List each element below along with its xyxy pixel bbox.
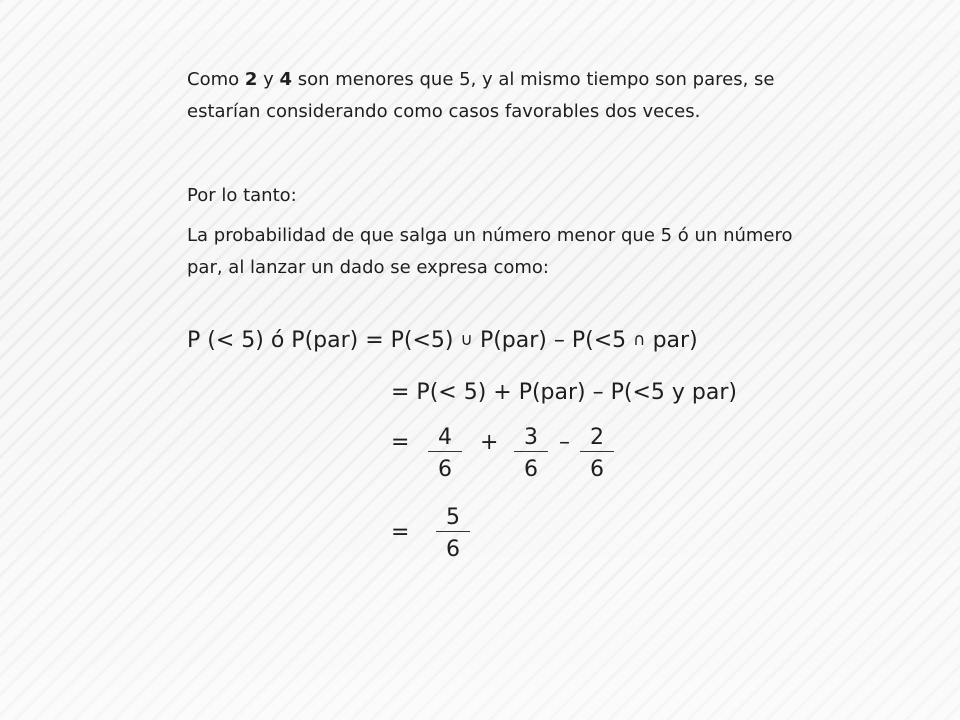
equation-expanded: = P(< 5) + P(par) – P(<5 y par) — [391, 380, 737, 405]
fraction-4-6 — [428, 424, 462, 484]
equation-union — [187, 328, 698, 353]
paragraph-text: y — [257, 69, 280, 90]
fraction-3-6 — [514, 424, 548, 484]
minus-sign: – — [559, 430, 570, 455]
denominator: 6 — [446, 537, 460, 562]
denominator: 6 — [438, 457, 452, 482]
paragraph-probability-statement: La probabilidad de que salga un número menor que 5 ó un número par, al lanzar un dado se expresa como: — [187, 225, 793, 278]
bold-number-2: 2 — [244, 69, 258, 90]
equation-text: par) — [645, 328, 698, 353]
equals-sign: = — [391, 520, 410, 545]
denominator: 6 — [524, 457, 538, 482]
equation-text: P(par) – P(<5 — [472, 328, 634, 353]
equation-text: P (< 5) ó P(par) = P(<5) — [187, 328, 461, 353]
equals-sign: = — [391, 430, 410, 455]
fraction-2-6 — [580, 424, 614, 484]
fraction-5-6 — [436, 504, 470, 564]
numerator: 2 — [580, 424, 614, 452]
bold-number-4: 4 — [279, 69, 293, 90]
denominator: 6 — [590, 457, 604, 482]
numerator: 4 — [428, 424, 462, 452]
paragraph-text: son menores que 5, y al mismo tiempo son pares, se estarían considerando como casos favorables dos veces. — [187, 69, 775, 122]
paragraph-text: Como — [187, 69, 245, 90]
intersection-symbol: ∩ — [633, 330, 646, 350]
numerator: 5 — [436, 504, 470, 532]
paragraph-favorable-cases — [187, 64, 807, 128]
plus-sign: + — [480, 430, 499, 455]
numerator: 3 — [514, 424, 548, 452]
therefore-label: Por lo tanto: — [187, 185, 297, 206]
union-symbol: ∪ — [460, 330, 473, 350]
